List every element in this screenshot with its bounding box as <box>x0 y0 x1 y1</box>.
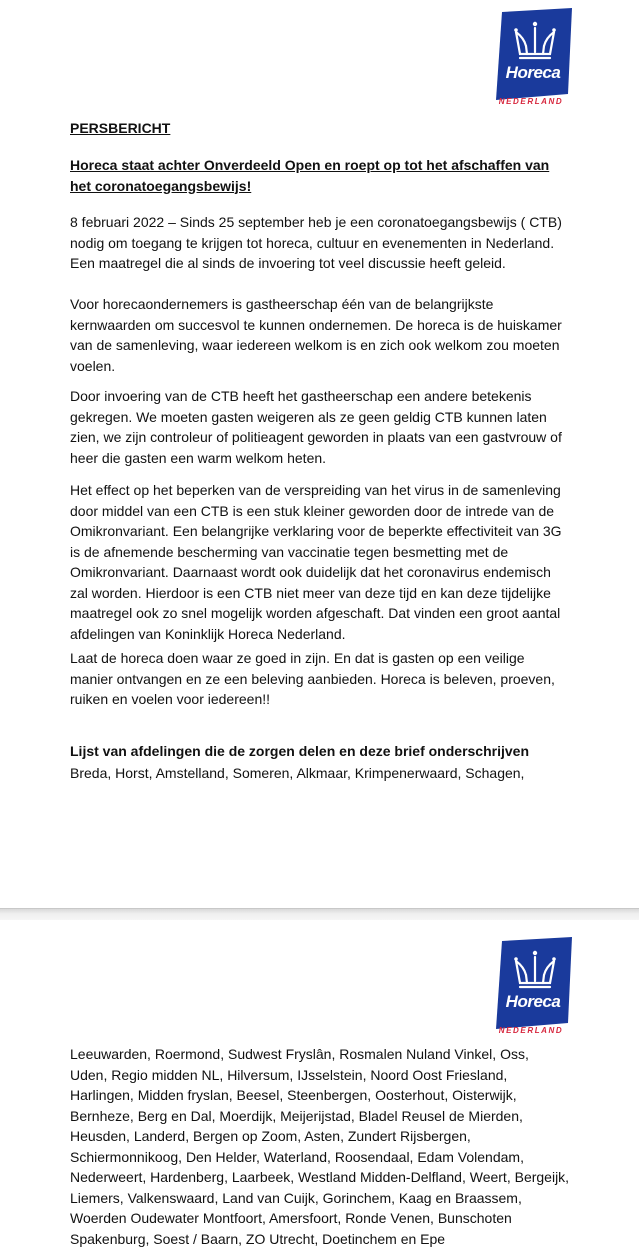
list-heading: Lijst van afdelingen die de zorgen delen en deze brief onderschrijven <box>70 743 529 759</box>
logo-subtitle: NEDERLAND <box>498 1026 564 1035</box>
horeca-nederland-logo <box>496 8 574 108</box>
crown-icon <box>496 937 574 1037</box>
crown-icon <box>496 8 574 108</box>
horeca-nederland-logo <box>496 937 574 1037</box>
list-part-1: Breda, Horst, Amstelland, Someren, Alkmaar, Krimpenerwaard, Schagen, <box>70 765 525 781</box>
logo-wordmark: Horeca <box>505 992 561 1011</box>
paragraph-1: 8 februari 2022 – Sinds 25 september heb je een coronatoegangsbewijs ( CTB) nodig om toegang te krijgen tot horeca, cultuur en evenementen in Nederland. Een maatregel die al sinds de invoering tot veel discussie heeft geleid. <box>70 214 562 271</box>
logo-subtitle: NEDERLAND <box>498 97 564 106</box>
document-page-2 <box>0 920 639 1250</box>
list-part-2: Leeuwarden, Roermond, Sudwest Fryslân, Rosmalen Nuland Vinkel, Oss, Uden, Regio midden NL, Hilversum, IJsselstein, Noord Oost Friesland, Harlingen, Midden fryslan, Beesel, Steenbergen, Oosterhout, Oisterwijk, Bernheze, Berg en Dal, Moerdijk, Meijerijstad, Bladel Reusel de Mierden, Heusden, Landerd, Bergen op Zoom, Asten, Zundert Rijsbergen, Schiermonnikoog, Den Helder, Waterland, Roosendaal, Edam Volendam, Nederweert, Hardenberg, Laarbeek, Westland Midden-Delfland, Weert, Bergeijk, Liemers, Valkenswaard, Land van Cuijk, Gorinchem, Kaag en Braassem, Woerden Oudewater Montfoort, Amersfoort, Ronde Venen, Bunschoten Spakenburg, Soest / Baarn, ZO Utrecht, Doetinchem en Epe <box>70 1046 570 1247</box>
press-release-label: PERSBERICHT <box>70 120 171 136</box>
paragraph-5: Laat de horeca doen waar ze goed in zijn. En dat is gasten op een veilige manier ontvangen en ze een beleving aanbieden. Horeca is beleven, proeven, ruiken en voelen voor iedereen!! <box>70 650 555 707</box>
paragraph-4: Het effect op het beperken van de verspreiding van het virus in de samenleving door middel van een CTB is een stuk kleiner geworden door de intrede van de Omikronvariant. Een belangrijke verklaring voor de beperkte effectiviteit van 3G is de afnemende bescherming van vaccinatie tegen besmetting met de Omikronvariant. Daarnaast wordt ook duidelijk dat het coronavirus endemisch zal worden. Hierdoor is een CTB niet meer van deze tijd en kan deze tijdelijke maatregel ook zo snel mogelijk worden afgeschaft. Dat vinden een groot aantal afdelingen van Koninklijk Horeca Nederland. <box>70 482 562 642</box>
paragraph-2: Voor horecaondernemers is gastheerschap één van de belangrijkste kernwaarden om succesvol te kunnen ondernemen. De horeca is de huiskamer van de samenleving, waar iedereen welkom is en zich ook welkom zou moeten voelen. <box>70 296 562 374</box>
paragraph-3: Door invoering van de CTB heeft het gastheerschap een andere betekenis gekregen. We moeten gasten weigeren als ze geen geldig CTB kunnen laten zien, we zijn controleur of politieagent geworden in plaats van een gastvrouw of heer die gasten een warm welkom heten. <box>70 388 562 466</box>
headline: Horeca staat achter Onverdeeld Open en roept op tot het afschaffen van het coronatoegangsbewijs! <box>70 157 550 194</box>
logo-wordmark: Horeca <box>505 63 561 82</box>
